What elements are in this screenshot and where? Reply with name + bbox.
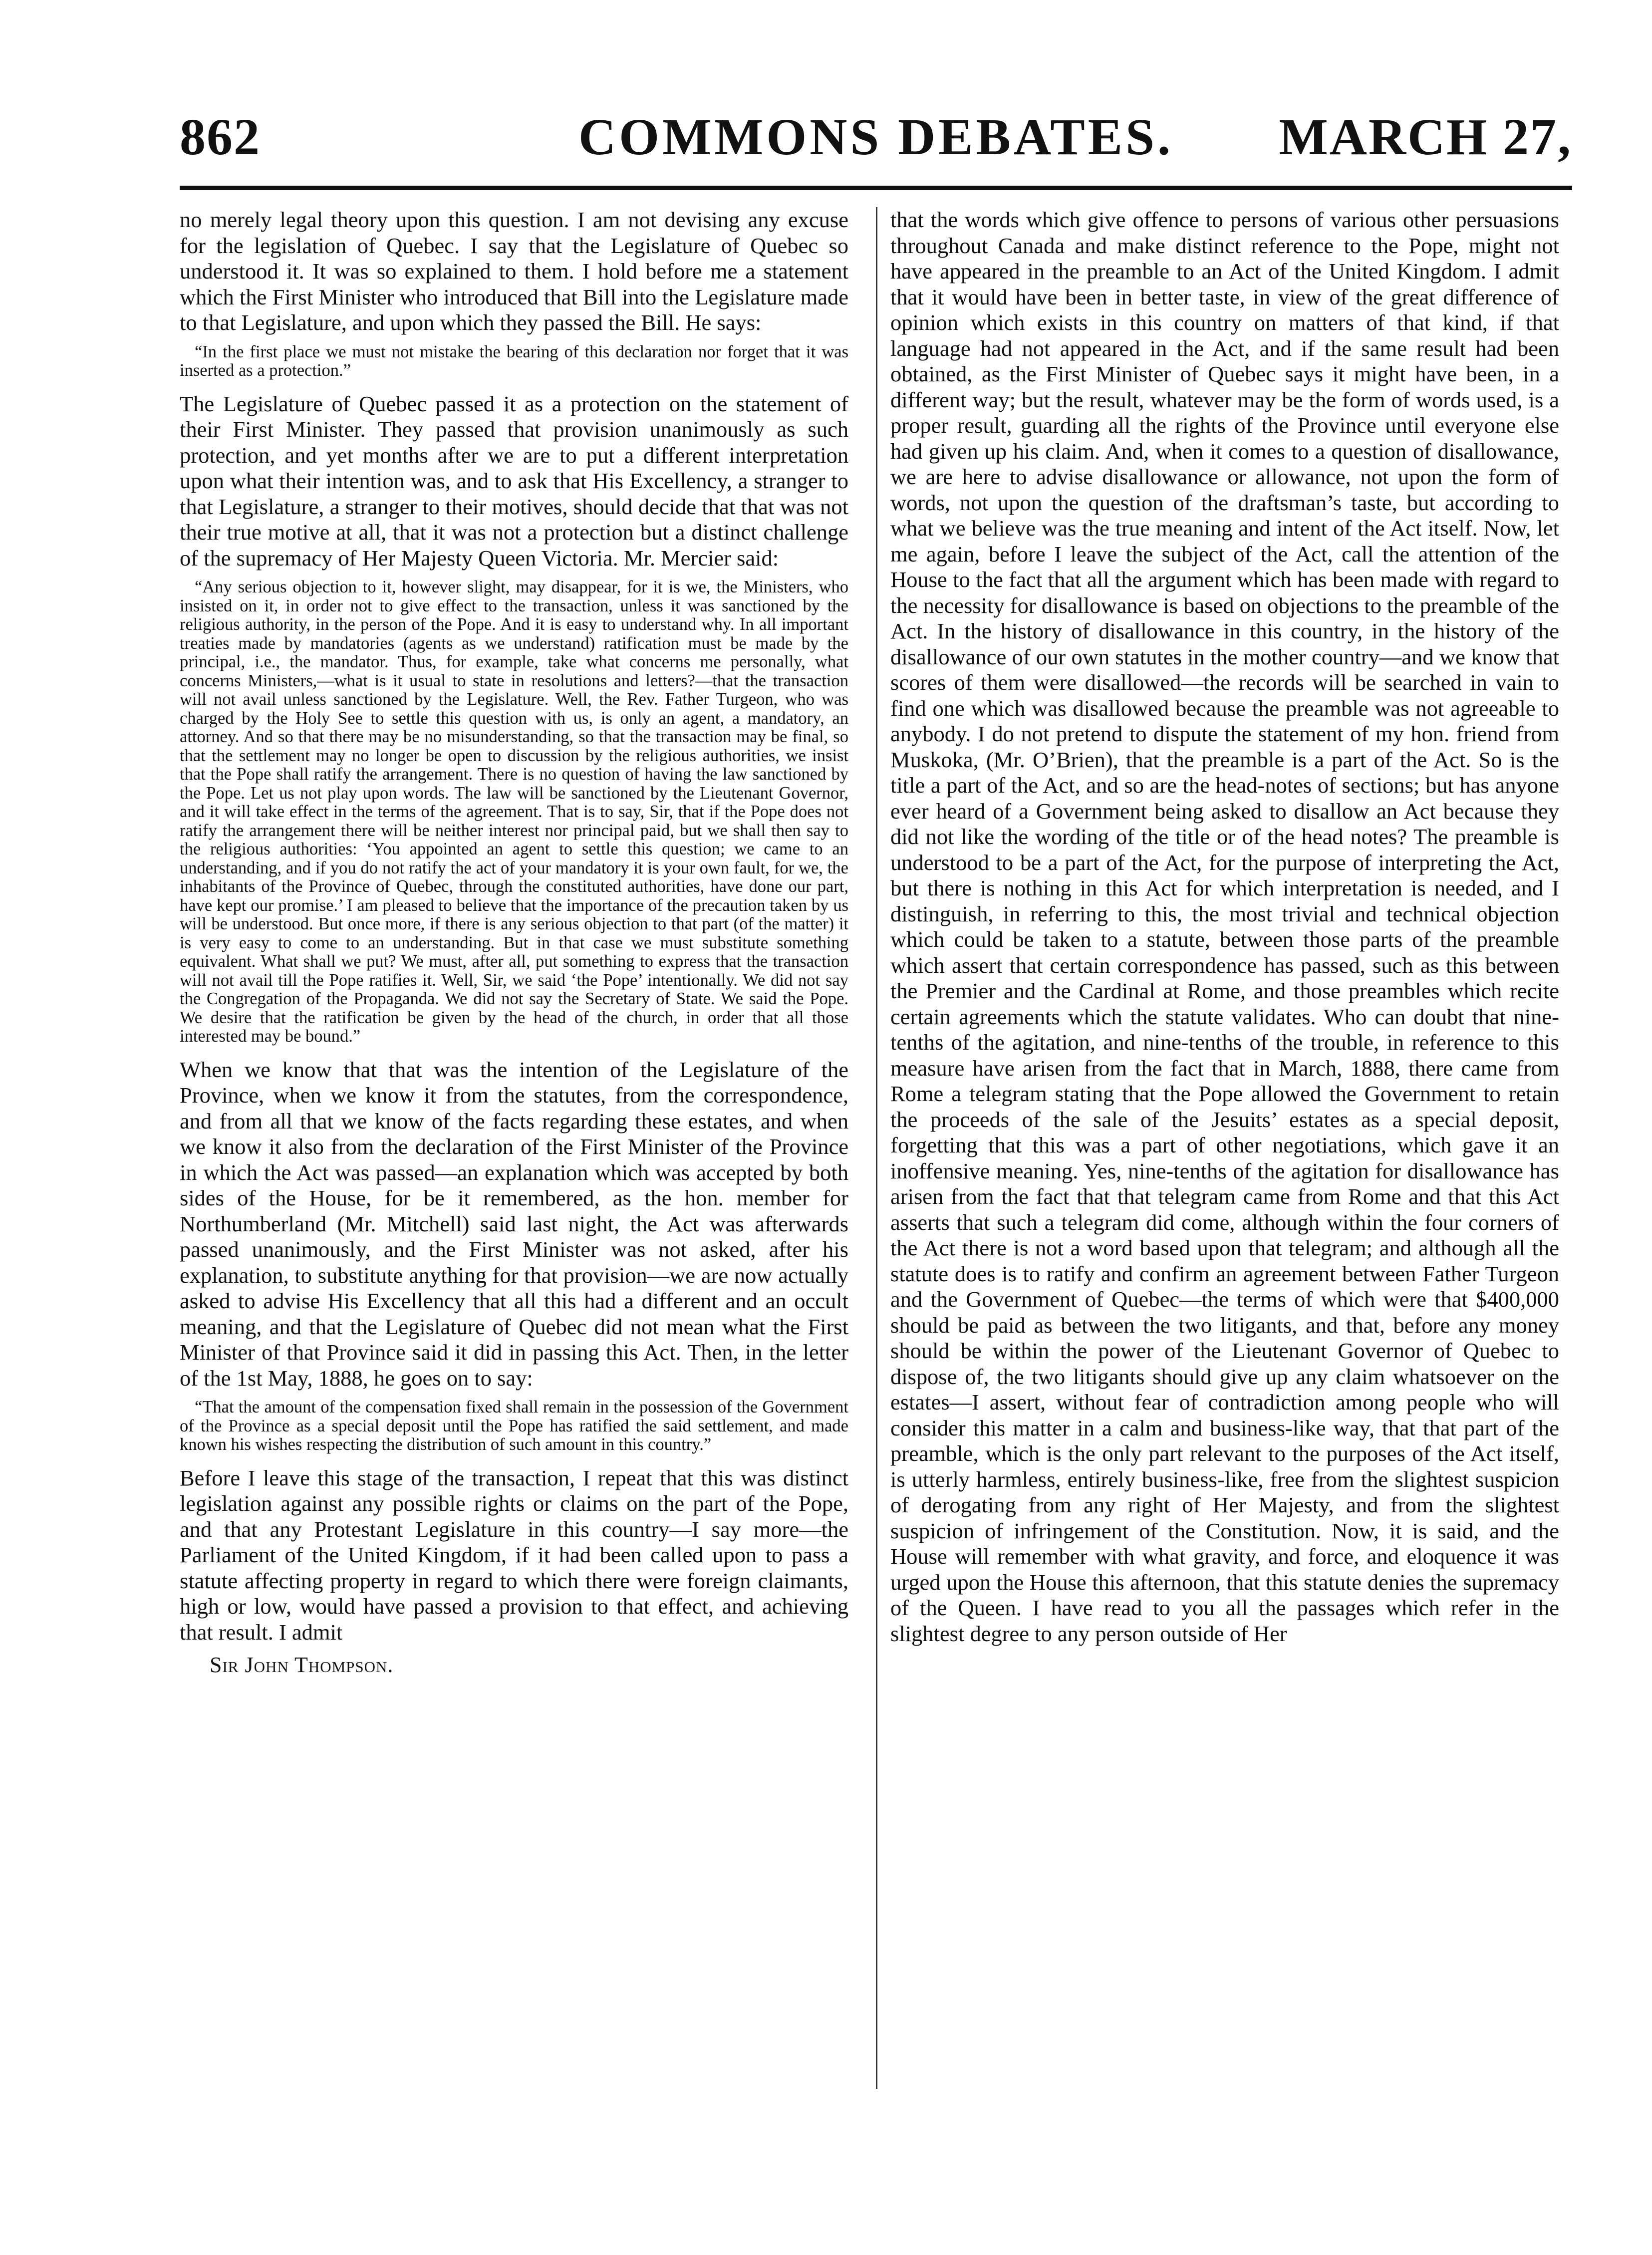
block-quote: “That the amount of the compensation fixed shall remain in the possession of the Government of the Province as a special deposit until the Pope has ratified the said settlement, and made known his wishes respecting the distribution of such amount in this country.” xyxy=(180,1398,848,1454)
page-number: 862 xyxy=(180,108,261,166)
running-title: COMMONS DEBATES. xyxy=(578,108,1173,166)
paragraph: that the words which give offence to persons of various other persuasions throughout Canada and make distinct reference to the Pope, might not have appeared in the preamble to an Act of the United Kingdom. I admit that it would have been in better taste, in view of the great difference of opinion which exists in this country on matters of that kind, if that language had not appeared in the Act, and if the same result had been obtained, as the First Minister of Quebec says it might have been, in a different way; but the result, whatever may be the form of words used, is a proper result, guarding all the rights of the Province until everyone else had given up his claim. And, when it comes to a question of disallowance, we are here to advise disallowance or allowance, not upon the form of words, not upon the question of the draftsman’s taste, but according to what we believe was the true meaning and intent of the Act itself. Now, let me again, before I leave the subject of the Act, call the attention of the House to the fact that all the argument which has been made with regard to the necessity for disallowance is based on objections to the preamble of the Act. In the history of disallowance in this country, in the history of the disallowance of our own statutes in the mother country—and we know that scores of them were disallowed—the records will be searched in vain to find one which was disallowed because the preamble was not agreeable to anybody. I do not pretend to dispute the statement of my hon. friend from Muskoka, (Mr. O’Brien), that the preamble is a part of the Act. So is the title a part of the Act, and so are the head-notes of sections; but has anyone ever heard of a Government being asked to disallow an Act because they did not like the wording of the title or of the head notes? The preamble is understood to be a part of the Act, for the purpose of interpreting the Act, but there is nothing in this Act for which interpretation is needed, and I distinguish, in referring to this, the most trivial and technical objection which could be taken to a statute, between those parts of the preamble which assert that certain correspondence has passed, such as this between the Premier and the Cardinal at Rome, and those preambles which recite certain agreements which the statute validates. Who can doubt that nine-tenths of the agitation, and nine-tenths of the trouble, in reference to this measure have arisen from the fact that in March, 1888, there came from Rome a telegram stating that the Pope allowed the Government to retain the proceeds of the sale of the Jesuits’ estates as a special deposit, forgetting that this was a part of other negotiations, which gave it an inoffensive meaning. Yes, nine-tenths of the agitation for disallowance has arisen from the fact that that telegram came from Rome and that this Act asserts that such a telegram did come, although within the four corners of the Act there is not a word based upon that telegram; and although all the statute does is to ratify and confirm an agreement between Father Turgeon and the Government of Quebec—the terms of which were that $400,000 should be paid as between the two litigants, and that, before any money should be within the power of the Lieutenant Governor of Quebec to dispose of, the two litigants should give up any claim whatsoever on the estates—I assert, without fear of contradiction among people who will consider this matter in a calm and business-like way, that that part of the preamble, which is the only part relevant to the purposes of the Act itself, is utterly harmless, entirely business-like, free from the slightest suspicion of derogating from any right of Her Majesty, and from the slightest suspicion of infringement of the Constitution. Now, it is said, and the House will remember with what gravity, and force, and eloquence it was urged upon the House this afternoon, that this statute denies the supremacy of the Queen. I have read to you all the passages which refer in the slightest degree to any person outside of Her xyxy=(890,207,1559,1646)
page-header xyxy=(180,107,1572,167)
paragraph: When we know that that was the intention of the Legislature of the Province, when we know it from the statutes, from the correspondence, and from all that we know of the facts regarding these estates, and when we know it also from the declaration of the First Minister of the Province in which the Act was passed—an explanation which was accepted by both sides of the House, for be it remembered, as the hon. member for Northumberland (Mr. Mitchell) said last night, the Act was afterwards passed unanimously, and the First Minister was not asked, after his explanation, to substitute anything for that provision—we are now actually asked to advise His Excellency that all this had a different and an occult meaning, and that the Legislature of Quebec did not mean what the First Minister of that Province said it did in passing this Act. Then, in the letter of the 1st May, 1888, he goes on to say: xyxy=(180,1057,848,1391)
running-date: MARCH 27, xyxy=(1279,108,1572,166)
paragraph: no merely legal theory upon this question. I am not devising any excuse for the legislation of Quebec. I say that the Legislature of Quebec so understood it. It was so explained to them. I hold before me a statement which the First Minister who introduced that Bill into the Legislature made to that Legislature, and upon which they passed the Bill. He says: xyxy=(180,207,848,335)
paragraph: The Legislature of Quebec passed it as a protection on the statement of their First Minister. They passed that provision unanimously as such protection, and yet months after we are to put a different interpretation upon what their intention was, and to ask that His Excellency, a stranger to that Legislature, a stranger to their motives, should decide that that was not their true motive at all, that it was not a protection but a distinct challenge of the supremacy of Her Majesty Queen Victoria. Mr. Mercier said: xyxy=(180,391,848,570)
right-column xyxy=(890,207,1559,2084)
speaker-signature: Sir John Thompson. xyxy=(210,1653,394,1677)
block-quote: “In the first place we must not mistake the bearing of this declaration nor forget that it was inserted as a protection.” xyxy=(180,342,848,380)
paragraph: Before I leave this stage of the transaction, I repeat that this was distinct legislation against any possible rights or claims on the part of the Pope, and that any Protestant Legislature in this country—I say more—the Parliament of the United Kingdom, if it had been called upon to pass a statute affecting property in regard to which there were foreign claimants, high or low, would have passed a provision to that effect, and achieving that result. I admit xyxy=(180,1465,848,1645)
left-column xyxy=(180,207,848,2084)
header-rule xyxy=(180,186,1572,190)
column-divider xyxy=(876,207,877,2089)
block-quote: “Any serious objection to it, however slight, may disappear, for it is we, the Ministers, who insisted on it, in order not to give effect to the transaction, unless it was sanctioned by the religious authority, in the person of the Pope. And it is easy to understand why. In all important treaties made by mandatories (agents as we understand) ratification must be made by the principal, i.e., the mandator. Thus, for example, take what concerns me personally, what concerns Ministers,—what is it usual to state in resolutions and letters?—that the transaction will not avail unless sanctioned by the Legislature. Well, the Rev. Father Turgeon, who was charged by the Holy See to settle this question with us, is only an agent, a mandatory, an attorney. And so that there may be no misunderstanding, so that the transaction may be final, so that the settlement may no longer be open to discussion by the religious authorities, we insist that the Pope shall ratify the arrangement. There is no question of having the law sanctioned by the Pope. Let us not play upon words. The law will be sanctioned by the Lieutenant Governor, and it will take effect in the terms of the agreement. That is to say, Sir, that if the Pope does not ratify the arrangement there will be neither interest nor principal paid, but we shall then say to the religious authorities: ‘You appointed an agent to settle this question; we came to an understanding, and if you do not ratify the act of your mandatory it is your own fault, for we, the inhabitants of the Province of Quebec, through the constituted authorities, have done our part, have kept our promise.’ I am pleased to believe that the importance of the precaution taken by us will be understood. But once more, if there is any serious objection to that part (of the matter) it is very easy to come to an understanding. But in that case we must substitute something equivalent. What shall we put? We must, after all, put something to express that the transaction will not avail till the Pope ratifies it. Well, Sir, we said ‘the Pope’ intentionally. We did not say the Congregation of the Propaganda. We did not say the Secretary of State. We said the Pope. We desire that the ratification be given by the head of the church, in order that all those interested may be bound.” xyxy=(180,577,848,1046)
